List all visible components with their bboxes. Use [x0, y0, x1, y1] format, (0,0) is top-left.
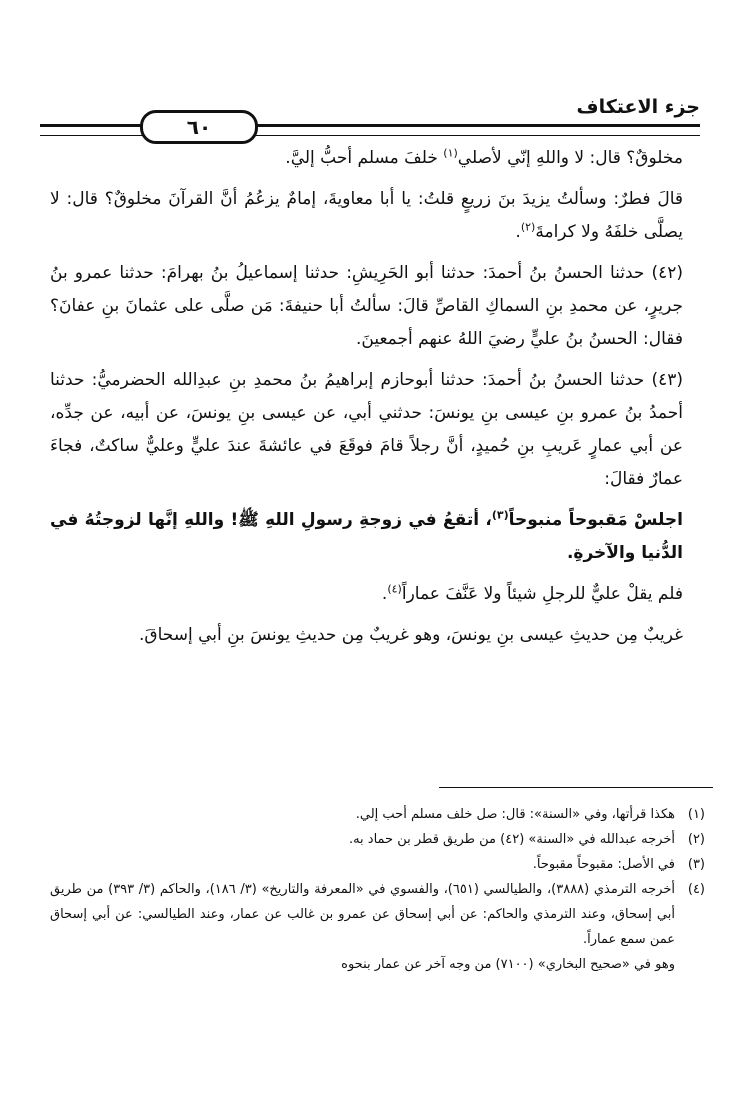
footnote-3 [50, 852, 705, 877]
commentary: غريبٌ مِن حديثِ عيسى بنِ يونسَ، وهو غريبٌ مِن حديثِ يونسَ بنِ أبي إسحاقَ. [138, 625, 683, 645]
hadith-43-matn [50, 504, 683, 570]
paragraph-1-text-b: خلفَ مسلم أحبُّ إليَّ. [285, 148, 444, 168]
page-number: ٦٠ [140, 110, 258, 144]
matn-text-b: ، أتقعُ في زوجةِ رسولِ اللهِ ﷺ! واللهِ إنَّها لزوجتُهُ في الدُّنيا والآخرةِ. [50, 510, 683, 563]
footnote-ref-1: (١) [443, 146, 458, 160]
footnote-4-continuation: وهو في «صحيح البخاري» (٧١٠٠) من وجه آخر عن عمار بنحوه [341, 957, 675, 972]
footnote-ref-3: (٣) [491, 508, 509, 522]
footnote-number: (٤) [687, 882, 705, 897]
paragraph-6-text-a: فلم يقلْ عليٌّ للرجلِ شيئاً ولا عَنَّفَ عماراً [401, 584, 683, 604]
footnote-number: (٢) [687, 832, 705, 847]
page-header [40, 96, 700, 139]
main-text [50, 142, 683, 660]
footnote-number: (١) [687, 807, 705, 822]
footnote-1 [50, 802, 705, 827]
footnote-text: في الأصل: مقبوحاً مقبوحاً. [532, 857, 675, 872]
footnote-ref-4: (٤) [387, 582, 402, 596]
footnote-text: هكذا قرأتها، وفي «السنة»: قال: صل خلف مسلم أحب إلي. [355, 807, 675, 822]
footnote-4 [50, 877, 705, 952]
paragraph-1 [50, 142, 683, 175]
running-title: جزء الاعتكاف [576, 96, 700, 118]
footnote-separator [439, 787, 713, 788]
paragraph-2 [50, 183, 683, 249]
paragraph-6 [50, 578, 683, 611]
matn-text-a: اجلسْ مَقبوحاً منبوحاً [508, 510, 684, 530]
paragraph-2-text-b: . [515, 222, 521, 242]
hadith-42: (٤٢) حدثنا الحسنُ بنُ أحمدَ: حدثنا أبو الحَرِيشِ: حدثنا إسماعيلُ بنُ بهرامَ: حدثنا عمرو بنُ جريرٍ، عن محمدِ بنِ السماكِ القاصِّ قالَ: سألتُ أبا حنيفةَ: مَن صلَّى على عثمانَ بنِ عفانَ؟ فقال: الحسنُ بنُ عليٍّ رضيَ اللهُ عنهم أجمعينَ. [50, 263, 683, 349]
paragraph-6-text-b: . [381, 584, 388, 604]
header-rule [40, 124, 700, 136]
footnote-text: أخرجه الترمذي (٣٨٨٨)، والطيالسي (٦٥١)، والفسوي في «المعرفة والتاريخ» (٣/ ١٨٦)، والحاكم (٣/ ٣٩٣) من طريق أبي إسحاق، وعند الترمذي والحاكم: عن أبي إسحاق عن عمرو بن غالب عن عمار، وعند الطيالسي: عن أبي إسحاق عمن سمع عماراً. [50, 882, 675, 947]
footnote-text: أخرجه عبدالله في «السنة» (٤٢) من طريق قطر بن حماد به. [348, 832, 675, 847]
footnote-number: (٣) [687, 857, 705, 872]
hadith-43: (٤٣) حدثنا الحسنُ بنُ أحمدَ: حدثنا أبوحازم إبراهيمُ بنُ محمدِ بنِ عبدِالله الحضرميُّ: حدثنا أحمدُ بنُ عمرو بنِ عيسى بنِ يونسَ: حدثني أبي، عن عيسى بنِ يونسَ، عن أبيه، عن جدِّه، عن أبي عمارٍ عَريبِ بنِ حُميدٍ، أنَّ رجلاً قامَ فوقَعَ في عائشةَ عندَ عليٍّ وعليٌّ ساكتٌ، فجاءَ عمارٌ فقالَ: [50, 370, 683, 489]
paragraph-1-text-a: مخلوقٌ؟ قال: لا واللهِ إنّي لأصلي [457, 148, 683, 168]
footnote-ref-2: (٢) [520, 220, 536, 234]
footnote-2 [50, 827, 705, 852]
footnotes [50, 802, 705, 977]
paragraph-2-text-a: قالَ فطرٌ: وسألتُ يزيدَ بنَ زريعٍ قلتُ: يا أبا معاويةَ، إمامٌ يزعُمُ أنَّ القرآنَ مخلوقٌ؟ قال: لا يصلَّى خلفَهُ ولا كرامةَ [50, 189, 683, 242]
